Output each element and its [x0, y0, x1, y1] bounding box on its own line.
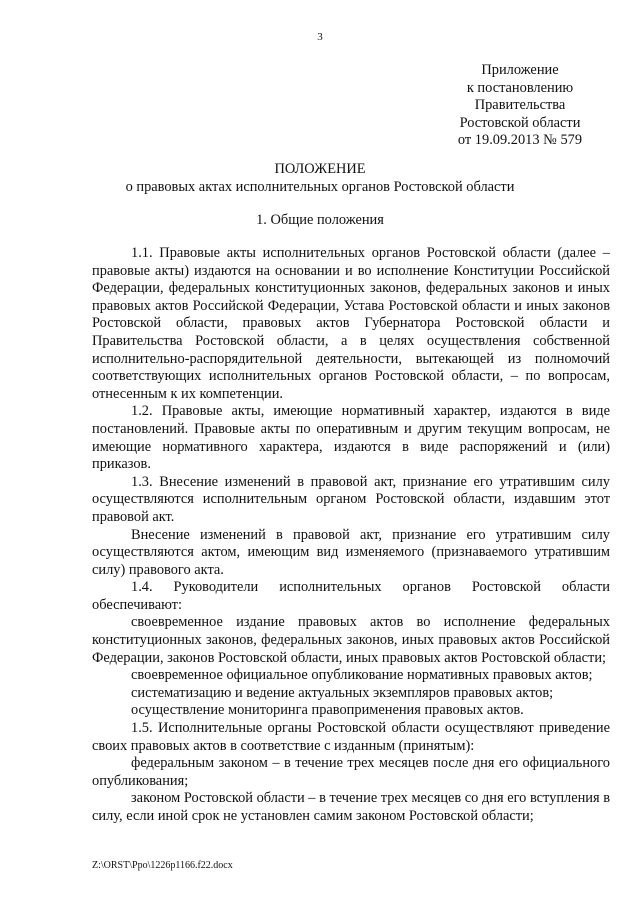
file-path-footer: Z:\ORST\Ppo\1226p1166.f22.docx: [92, 860, 233, 871]
appendix-line: Приложение: [481, 62, 559, 78]
paragraph-1-5-item: федеральным законом – в течение трех месяцев после дня его официального опубликования;: [92, 755, 610, 789]
paragraph-1-4-item: своевременное официальное опубликование нормативных правовых актов;: [131, 667, 593, 684]
page-number: 3: [317, 31, 323, 43]
paragraph-1-4-item: осуществление мониторинга правоприменения правовых актов.: [131, 702, 524, 719]
document-body: [92, 245, 610, 826]
appendix-line: к постановлению: [466, 79, 574, 96]
appendix-block: [440, 62, 600, 150]
appendix-line: Ростовской области: [459, 114, 581, 131]
paragraph-1-5: 1.5. Исполнительные органы Ростовской области осуществляют приведение своих правовых актов в соответствие с изданным (принятым):: [92, 720, 610, 754]
paragraph-1-4-item: своевременное издание правовых актов во исполнение федеральных конституционных законов, федеральных законов, иных правовых актов Российской Федерации, законов Ростовской области, иных правовых актов Ростовской области;: [92, 614, 610, 666]
appendix-line: от 19.09.2013 № 579: [457, 132, 583, 149]
paragraph-1-3-continued: Внесение изменений в правовой акт, признание его утратившим силу осуществляются актом, имеющим вид изменяемого (признаваемого утратившим силу) правового акта.: [92, 526, 610, 578]
paragraph-1-3: 1.3. Внесение изменений в правовой акт, признание его утратившим силу осуществляются исполнительным органом Ростовской области, издавшим этот правовой акт.: [92, 473, 610, 525]
paragraph-1-4-item: систематизацию и ведение актуальных экземпляров правовых актов;: [131, 684, 554, 701]
document-subtitle: о правовых актах исполнительных органов Ростовской области: [125, 179, 515, 195]
paragraph-1-5-item: законом Ростовской области – в течение трех месяцев со дня его вступления в силу, если иной срок не установлен самим законом Ростовской области;: [92, 790, 611, 824]
paragraph-1-4: 1.4. Руководители исполнительных органов Ростовской области обеспечивают:: [92, 579, 610, 613]
paragraph-1-1: 1.1. Правовые акты исполнительных органов Ростовской области (далее – правовые акты) издаются на основании и во исполнение Конституции Российской Федерации, федеральных конституционных законов, федеральных законов и иных правовых актов Российской Федерации, Устава Ростовской области и иных законов Ростовской области, правовых актов Губернатора Ростовской области и Правительства Ростовской области, а в целях осуществления собственной исполнительно-распорядительной деятельности, вытекающей из полномочий соответствующих исполнительных органов Ростовской области, – по вопросам, отнесенным к их компетенции.: [92, 245, 610, 402]
paragraph-1-2: 1.2. Правовые акты, имеющие нормативный характер, издаются в виде постановлений. Правовые акты по оперативным и другим текущим вопросам, не имеющие нормативного характера, издаются в виде распоряжений и (или) приказов.: [92, 403, 610, 473]
appendix-line: Правительства: [474, 97, 566, 114]
document-title: ПОЛОЖЕНИЕ: [274, 161, 366, 177]
section-heading: 1. Общие положения: [256, 212, 384, 228]
